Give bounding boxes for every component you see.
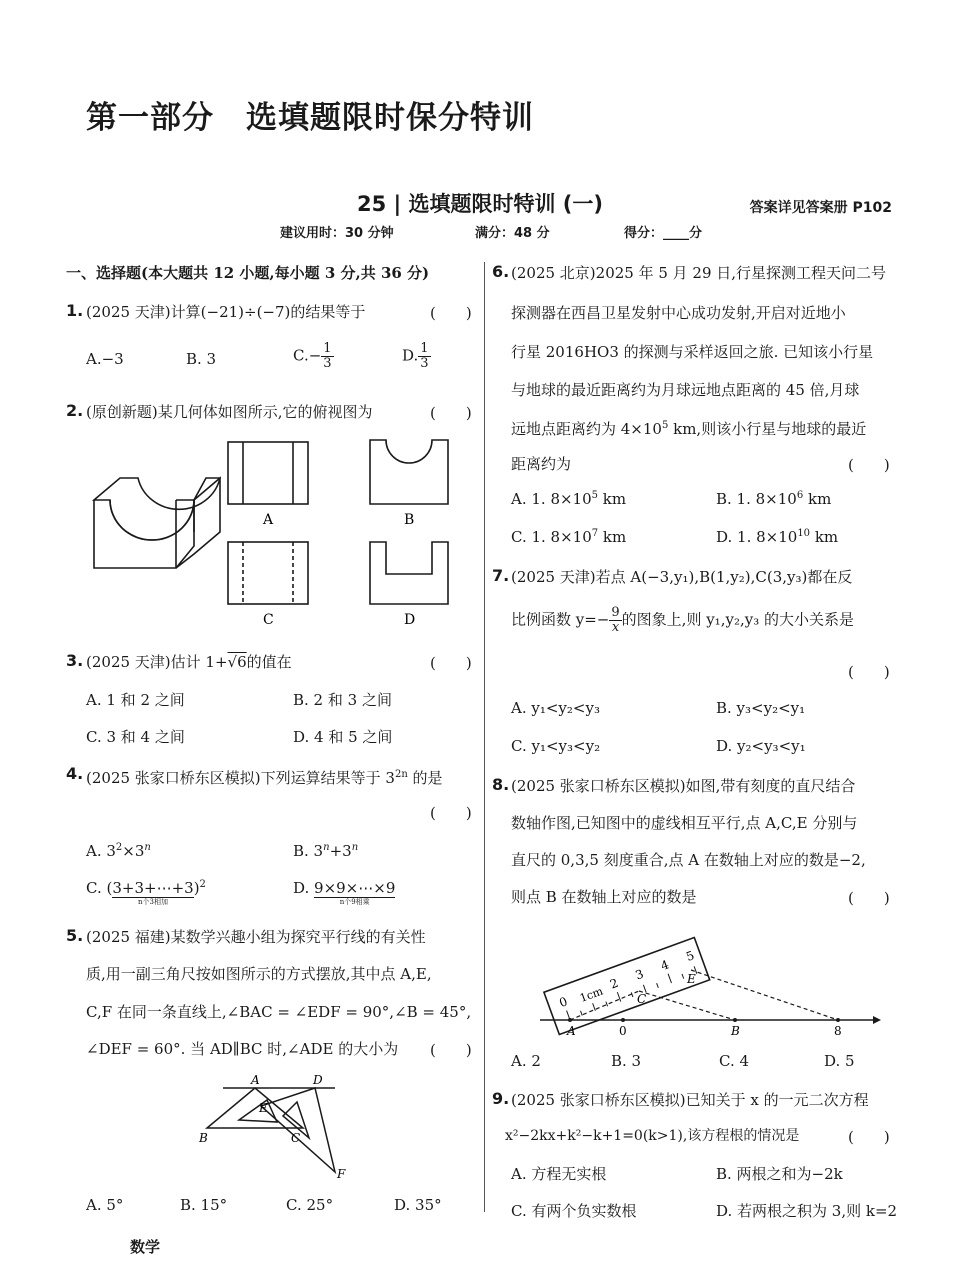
q9-answer-blank[interactable]: ( ) [848, 1128, 890, 1146]
q4-option-b[interactable]: B. $3^n+3^n$ [293, 842, 359, 860]
q6-line-5: 远地点距离约为 $4\times 10^5$ km,则该小行星与地球的最近 [511, 420, 867, 438]
ruler-tick-3: 3 [633, 966, 646, 983]
fig5-label-c: C [291, 1131, 301, 1145]
q6-option-b[interactable]: B. 1. $8\times 10^6$ km [716, 490, 832, 508]
q2-label-a: A [263, 512, 274, 528]
q5-line-1: (2025 福建)某数学兴趣小组为探究平行线的有关性 [86, 928, 426, 946]
triangle-def [261, 1088, 335, 1172]
q6-option-a[interactable]: A. 1. $8\times 10^5$ km [511, 490, 627, 508]
q7-option-d[interactable]: D. y₂<y₃<y₁ [716, 737, 806, 755]
q5-line-4: ∠DEF = 60°. 当 AD∥BC 时,∠ADE 的大小为 [86, 1040, 399, 1058]
q9-option-d[interactable]: D. 若两根之积为 3,则 k=2 [716, 1202, 898, 1220]
fig5-label-d: D [313, 1073, 323, 1087]
fig5-label-b: B [199, 1131, 208, 1145]
q3-option-c[interactable]: C. 3 和 4 之间 [86, 728, 185, 746]
axis-label-b: B [731, 1024, 740, 1038]
q8-answer-blank[interactable]: ( ) [848, 889, 890, 907]
full-score: 满分：48 分 [475, 226, 550, 241]
fig5-label-f: F [337, 1167, 346, 1181]
q8-option-c[interactable]: C. 4 [719, 1052, 750, 1070]
q3-number: 3. [66, 651, 84, 670]
q8-line-3: 直尺的 0,3,5 刻度重合,点 A 在数轴上对应的数是−2, [511, 851, 866, 869]
ruler-point-e: E [687, 972, 696, 986]
q3-option-d[interactable]: D. 4 和 5 之间 [293, 728, 393, 746]
q1-stem: (2025 天津)计算(−21)÷(−7)的结果等于 [86, 303, 366, 321]
q5-answer-blank[interactable]: ( ) [430, 1041, 472, 1059]
q1-option-c[interactable] [293, 342, 334, 371]
q7-fraction: $\frac{9}{x}$ [611, 605, 620, 635]
q5-option-b[interactable]: B. 15° [180, 1196, 228, 1214]
q1-option-c-fraction: $\frac{1}{3}$ [323, 341, 332, 371]
q2-option-a-view[interactable] [228, 442, 308, 504]
q9-option-a[interactable]: A. 方程无实根 [511, 1165, 607, 1183]
q7-option-a[interactable]: A. y₁<y₂<y₃ [511, 699, 600, 717]
q6-option-d[interactable]: D. 1. $8\times 10^{10}$ km [716, 528, 839, 546]
q2-label-c: C [263, 612, 274, 628]
dashed-line-c-b [639, 991, 735, 1020]
section-title: 25 | 选填题限时特训 (一) [356, 192, 604, 216]
q8-option-b[interactable]: B. 3 [611, 1052, 642, 1070]
q4-number: 4. [66, 764, 84, 783]
q3-option-b[interactable]: B. 2 和 3 之间 [293, 691, 392, 709]
q2-option-b-view[interactable] [370, 440, 448, 504]
q6-line-2: 探测器在西昌卫星发射中心成功发射,开启对近地小 [511, 304, 846, 322]
q8-number: 8. [492, 775, 510, 794]
q8-option-a[interactable]: A. 2 [511, 1052, 541, 1070]
ruler-tick-2: 2 [608, 975, 621, 992]
number-line-arrow-icon [873, 1016, 881, 1024]
q7-answer-blank[interactable]: ( ) [848, 663, 890, 681]
ruler-tick-1: 1cm [578, 984, 605, 1005]
q6-line-1: (2025 北京)2025 年 5 月 29 日,行星探测工程天问二号 [511, 264, 887, 282]
q5-triangle-figure [195, 1070, 365, 1185]
q6-answer-blank[interactable]: ( ) [848, 456, 890, 474]
axis-label-a: A [567, 1024, 576, 1038]
q6-option-c[interactable]: C. 1. $8\times 10^7$ km [511, 528, 627, 546]
q2-label-b: B [404, 512, 415, 528]
q9-option-c[interactable]: C. 有两个负实数根 [511, 1202, 637, 1220]
suggested-time: 建议用时：30 分钟 [280, 226, 394, 241]
q5-line-3: C,F 在同一条直线上,∠BAC = ∠EDF = 90°,∠B = 45°, [86, 1003, 472, 1021]
q7-number: 7. [492, 566, 510, 585]
q6-line-6: 距离约为 [511, 455, 572, 473]
q3-option-a[interactable]: A. 1 和 2 之间 [86, 691, 185, 709]
q7-option-b[interactable]: B. y₃<y₂<y₁ [716, 699, 806, 717]
score-blank: 得分：____分 [624, 226, 703, 241]
ruler-tick-5: 5 [684, 948, 697, 964]
q5-option-a[interactable]: A. 5° [86, 1196, 124, 1214]
q1-option-d[interactable] [402, 342, 431, 371]
column-divider [484, 262, 485, 1212]
q2-label-d: D [404, 612, 416, 628]
q4-option-d[interactable]: D. 9×9×⋯×9 n个9相乘 [293, 879, 396, 906]
sqrt-six: √6 [227, 653, 247, 671]
q9-line-1: (2025 张家口桥东区模拟)已知关于 x 的一元二次方程 [511, 1091, 869, 1109]
q8-line-4: 则点 B 在数轴上对应的数是 [511, 888, 697, 906]
q2-stem: (原创新题)某几何体如图所示,它的俯视图为 [86, 403, 373, 421]
q5-option-d[interactable]: D. 35° [394, 1196, 442, 1214]
q1-answer-blank[interactable]: ( ) [430, 304, 472, 322]
ruler-tick-4: 4 [658, 957, 671, 974]
q5-line-2: 质,用一副三角尺按如图所示的方式摆放,其中点 A,E, [86, 965, 432, 983]
q8-option-d[interactable]: D. 5 [824, 1052, 855, 1070]
q2-solid-figure [94, 478, 220, 568]
q4-option-c[interactable]: C. (3+3+⋯+3 n个3相加 )$^2$ [86, 879, 206, 906]
q9-option-b[interactable]: B. 两根之和为−2k [716, 1165, 843, 1183]
q2-figures [80, 432, 480, 632]
q1-option-d-prefix: D. [402, 346, 419, 365]
q1-option-a[interactable]: A.−3 [86, 350, 124, 368]
fig5-label-e: E [259, 1101, 268, 1115]
q4-answer-blank[interactable]: ( ) [430, 804, 472, 822]
q1-number: 1. [66, 301, 84, 320]
q9-line-2: x²−2kx+k²−k+1=0(k>1),该方程根的情况是 [505, 1128, 800, 1144]
q8-line-1: (2025 张家口桥东区模拟)如图,带有刻度的直尺结合 [511, 777, 856, 795]
dashed-line-e-8 [691, 970, 838, 1020]
q3-stem: (2025 天津)估计 1+√6的值在 [86, 653, 292, 671]
q4-stem: (2025 张家口桥东区模拟)下列运算结果等于 $3^{2n}$ 的是 [86, 769, 443, 787]
answer-reference: 答案详见答案册 P102 [749, 200, 892, 216]
section-heading: 一、选择题(本大题共 12 小题,每小题 3 分,共 36 分) [66, 264, 430, 282]
q1-option-d-fraction: $\frac{1}{3}$ [420, 341, 429, 371]
q1-option-b[interactable]: B. 3 [186, 350, 217, 368]
q2-number: 2. [66, 401, 84, 420]
q4-option-a[interactable]: A. $3^2\times 3^n$ [86, 842, 151, 860]
part-title: 第一部分 选填题限时保分特训 [86, 100, 534, 136]
q7-option-c[interactable]: C. y₁<y₃<y₂ [511, 737, 601, 755]
ruler-point-c: C [637, 992, 647, 1006]
q5-number: 5. [66, 926, 84, 945]
q8-line-2: 数轴作图,已知图中的虚线相互平行,点 A,C,E 分别与 [511, 814, 858, 832]
q8-ruler-figure [535, 925, 885, 1040]
axis-label-0: 0 [619, 1024, 627, 1038]
q2-answer-blank[interactable]: ( ) [430, 404, 472, 422]
q9-number: 9. [492, 1089, 510, 1108]
q7-line-1: (2025 天津)若点 A(−3,y₁),B(1,y₂),C(3,y₃)都在反 [511, 568, 853, 586]
q2-option-c-view[interactable] [228, 542, 308, 604]
q2-option-d-view[interactable] [370, 542, 448, 604]
q6-number: 6. [492, 262, 510, 281]
axis-label-8: 8 [834, 1024, 842, 1038]
q5-option-c[interactable]: C. 25° [286, 1196, 334, 1214]
footer-subject: 数学 [130, 1238, 161, 1256]
q6-line-4: 与地球的最近距离约为月球远地点距离的 45 倍,月球 [511, 381, 860, 399]
q3-answer-blank[interactable]: ( ) [430, 654, 472, 672]
ruler-tick-0: 0 [557, 994, 570, 1011]
q1-option-c-prefix: C.− [293, 346, 322, 365]
q7-line-2: 比例函数 y=− $\frac{9}{x}$ 的图象上,则 y₁,y₂,y₃ 的大小关系是 [511, 605, 854, 635]
fig5-label-a: A [251, 1073, 260, 1087]
q6-line-3: 行星 2016HO3 的探测与采样返回之旅. 已知该小行星 [511, 343, 874, 361]
